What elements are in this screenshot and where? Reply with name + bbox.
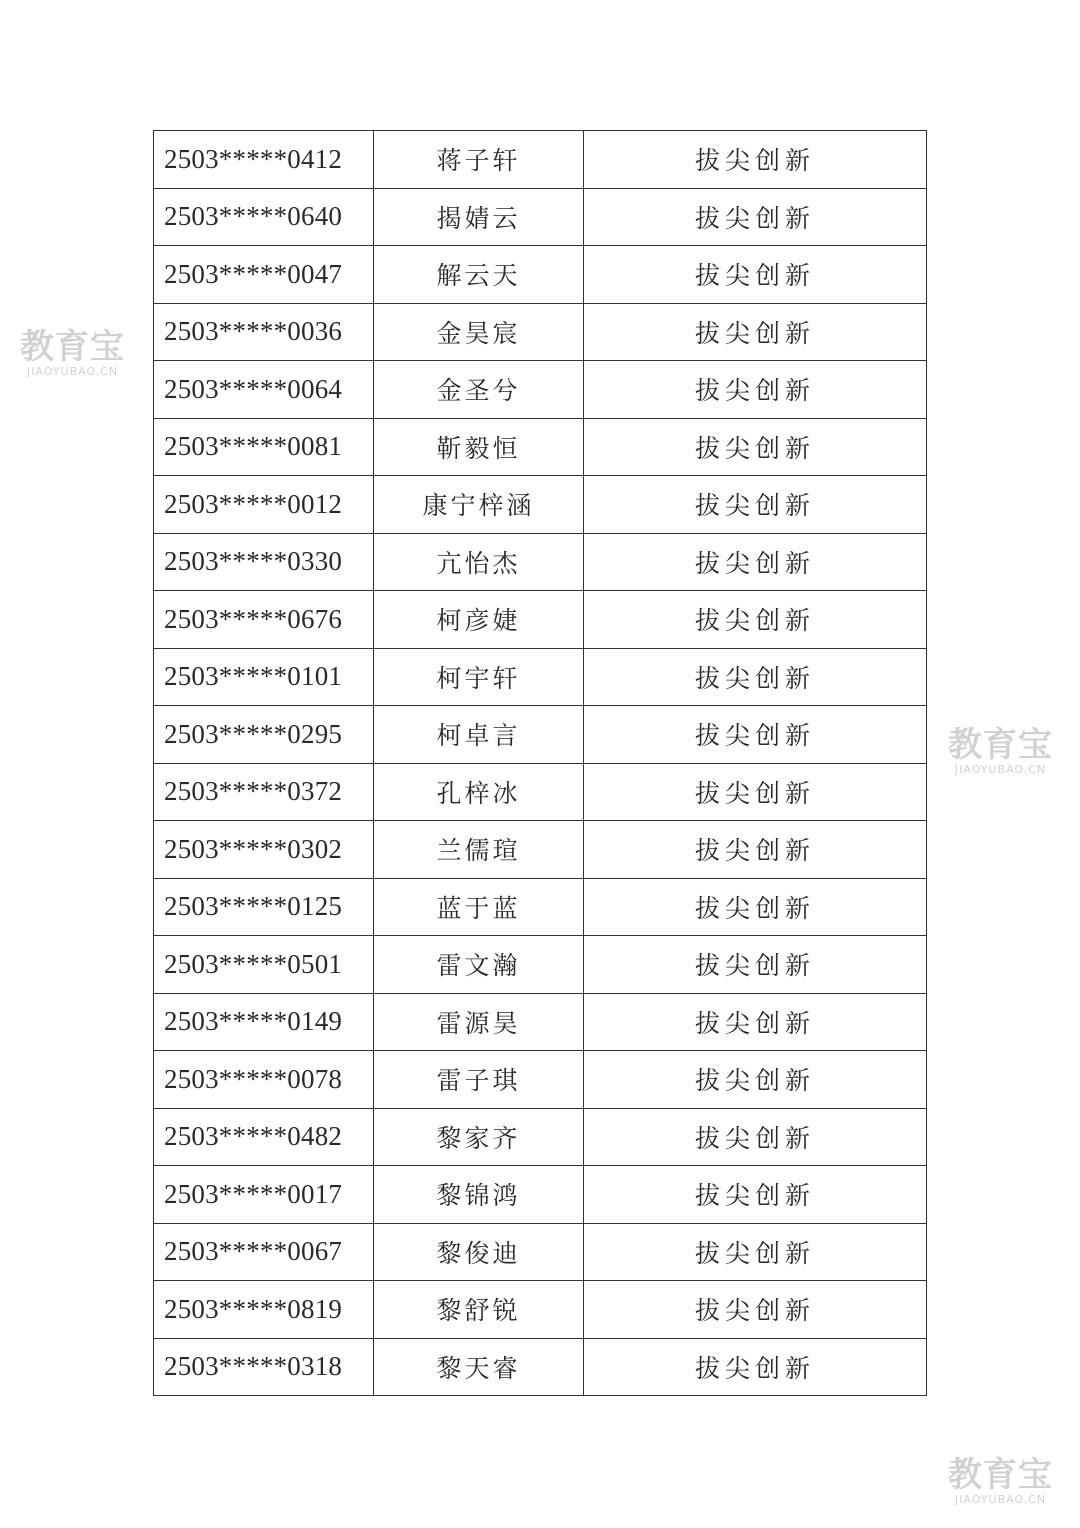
cell-id: 2503*****0064 [154,361,374,419]
cell-name: 亢怡杰 [374,533,584,591]
watermark-subtitle: JIAOYUBAO.CN [26,365,119,378]
cell-name: 金圣兮 [374,361,584,419]
table-row [154,1108,927,1166]
watermark-title: 教育宝 [20,327,125,367]
cell-category: 拔尖创新 [584,591,927,649]
cell-id: 2503*****0819 [154,1281,374,1339]
cell-id: 2503*****0676 [154,591,374,649]
cell-category: 拔尖创新 [584,131,927,189]
cell-category: 拔尖创新 [584,303,927,361]
cell-id: 2503*****0330 [154,533,374,591]
table-row [154,418,927,476]
cell-category: 拔尖创新 [584,936,927,994]
table-row [154,993,927,1051]
cell-name: 雷文瀚 [374,936,584,994]
table-row [154,878,927,936]
table-row [154,763,927,821]
cell-id: 2503*****0640 [154,188,374,246]
watermark-subtitle: JIAOYUBAO.CN [954,763,1047,776]
cell-category: 拔尖创新 [584,1108,927,1166]
cell-category: 拔尖创新 [584,418,927,476]
table-row [154,361,927,419]
cell-category: 拔尖创新 [584,1281,927,1339]
table-row [154,591,927,649]
cell-name: 蒋子轩 [374,131,584,189]
cell-name: 雷源昊 [374,993,584,1051]
cell-name: 黎家齐 [374,1108,584,1166]
cell-name: 黎天睿 [374,1338,584,1396]
cell-id: 2503*****0078 [154,1051,374,1109]
cell-name: 柯卓言 [374,706,584,764]
cell-id: 2503*****0101 [154,648,374,706]
cell-category: 拔尖创新 [584,1338,927,1396]
table-row [154,706,927,764]
cell-category: 拔尖创新 [584,361,927,419]
table-row [154,246,927,304]
table-row [154,648,927,706]
cell-id: 2503*****0067 [154,1223,374,1281]
cell-id: 2503*****0295 [154,706,374,764]
table-row [154,821,927,879]
table-row [154,936,927,994]
cell-id: 2503*****0372 [154,763,374,821]
table-row [154,131,927,189]
table-row [154,476,927,534]
watermark-title: 教育宝 [948,725,1053,765]
cell-id: 2503*****0017 [154,1166,374,1224]
cell-category: 拔尖创新 [584,1223,927,1281]
table-row [154,533,927,591]
cell-category: 拔尖创新 [584,1051,927,1109]
cell-name: 黎锦鸿 [374,1166,584,1224]
cell-id: 2503*****0047 [154,246,374,304]
cell-id: 2503*****0149 [154,993,374,1051]
watermark-subtitle: JIAOYUBAO.CN [954,1493,1047,1506]
watermark-right-middle [948,725,1053,776]
cell-id: 2503*****0482 [154,1108,374,1166]
cell-id: 2503*****0501 [154,936,374,994]
roster-table [153,130,927,1396]
cell-category: 拔尖创新 [584,878,927,936]
watermark-title: 教育宝 [948,1455,1053,1495]
cell-name: 解云天 [374,246,584,304]
cell-name: 蓝于蓝 [374,878,584,936]
cell-id: 2503*****0012 [154,476,374,534]
cell-name: 雷子琪 [374,1051,584,1109]
cell-name: 兰儒瑄 [374,821,584,879]
watermark-right-bottom [948,1455,1053,1506]
cell-id: 2503*****0125 [154,878,374,936]
cell-id: 2503*****0302 [154,821,374,879]
cell-id: 2503*****0036 [154,303,374,361]
cell-name: 揭婧云 [374,188,584,246]
cell-name: 柯彦婕 [374,591,584,649]
table-row [154,1051,927,1109]
watermark-left [20,327,125,378]
cell-name: 黎俊迪 [374,1223,584,1281]
cell-name: 靳毅恒 [374,418,584,476]
cell-category: 拔尖创新 [584,706,927,764]
cell-id: 2503*****0318 [154,1338,374,1396]
cell-category: 拔尖创新 [584,821,927,879]
cell-category: 拔尖创新 [584,533,927,591]
cell-category: 拔尖创新 [584,246,927,304]
cell-name: 康宁梓涵 [374,476,584,534]
cell-name: 孔梓冰 [374,763,584,821]
cell-category: 拔尖创新 [584,993,927,1051]
cell-category: 拔尖创新 [584,1166,927,1224]
table-row [154,1223,927,1281]
table-row [154,303,927,361]
table-row [154,1281,927,1339]
cell-id: 2503*****0081 [154,418,374,476]
table-row [154,1338,927,1396]
cell-name: 黎舒锐 [374,1281,584,1339]
cell-name: 柯宇轩 [374,648,584,706]
cell-id: 2503*****0412 [154,131,374,189]
table-row [154,1166,927,1224]
cell-category: 拔尖创新 [584,188,927,246]
roster-sheet [153,130,927,1396]
table-row [154,188,927,246]
cell-category: 拔尖创新 [584,648,927,706]
cell-name: 金昊宸 [374,303,584,361]
cell-category: 拔尖创新 [584,763,927,821]
cell-category: 拔尖创新 [584,476,927,534]
